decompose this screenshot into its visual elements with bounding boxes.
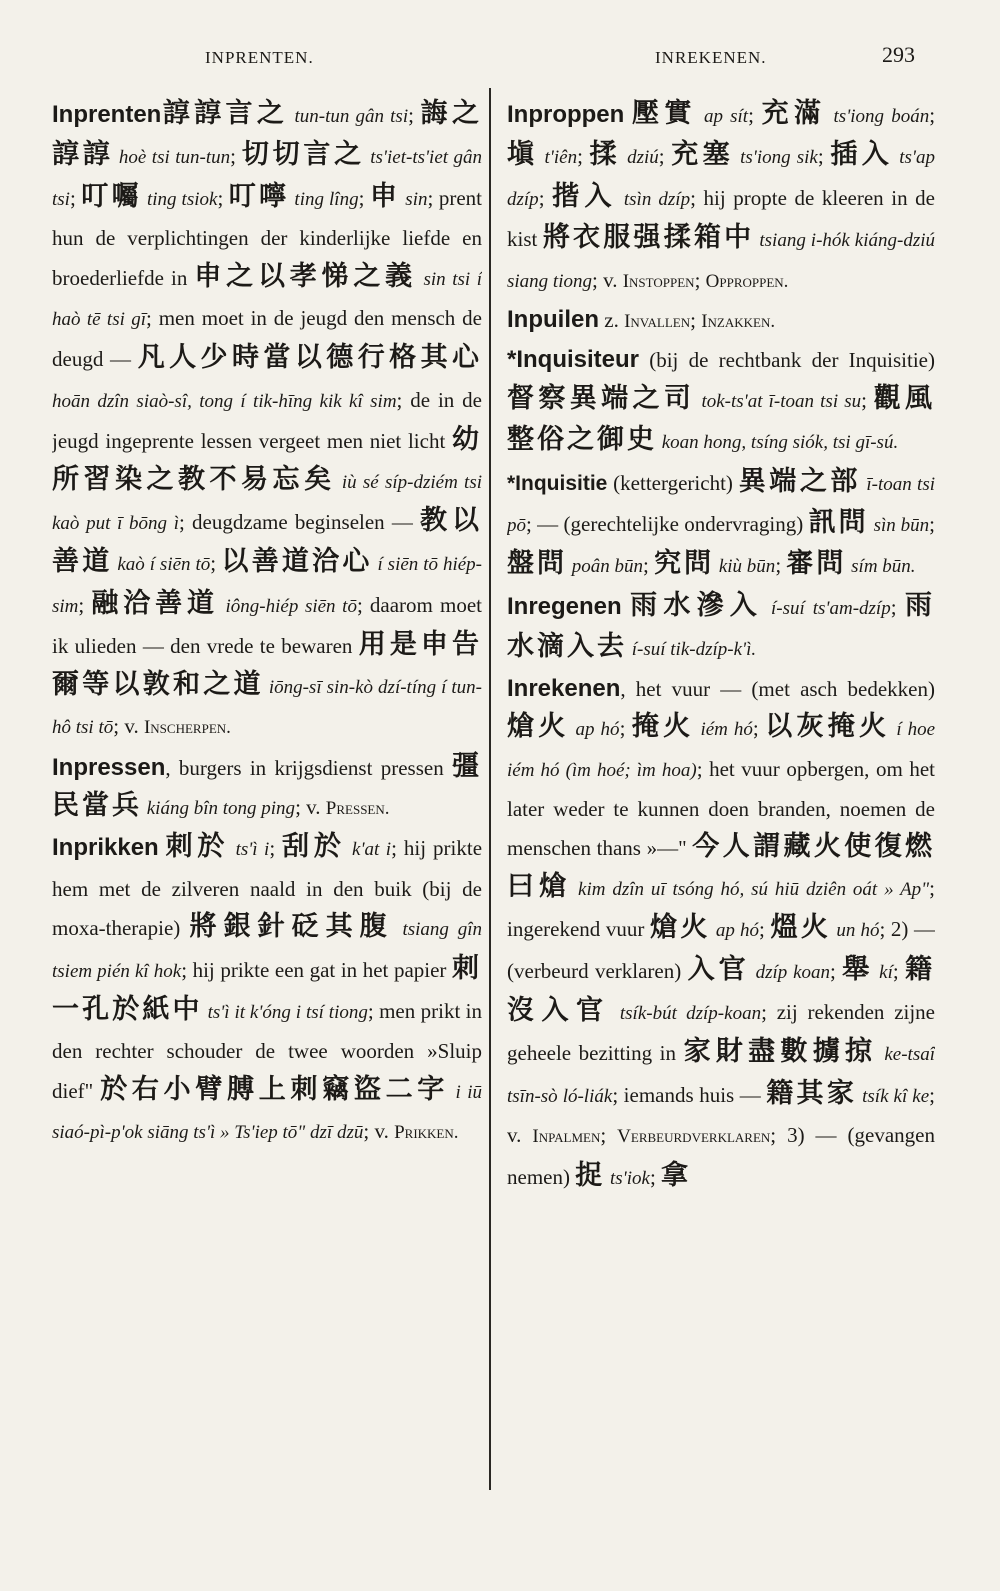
chinese-term: 充滿 <box>761 98 827 129</box>
chinese-term: 以善道洽心 <box>221 546 373 578</box>
entry-headword: *Inquisitie <box>507 471 608 495</box>
definition-text: ; <box>690 308 702 333</box>
definition-text: , burgers in krijgsdienst pressen <box>165 755 452 780</box>
chinese-term: 熅火 <box>770 912 832 944</box>
romanization: un hó <box>831 920 880 942</box>
definition-text <box>622 595 630 619</box>
definition-text: ; <box>78 592 92 617</box>
definition-text: ; men prikt in den rechter schouder de twee woorden »Sluip dief" <box>52 998 482 1103</box>
page-number: 293 <box>882 42 915 67</box>
definition-text: ; v. <box>295 794 326 819</box>
definition-text: z. <box>599 308 625 333</box>
definition-text: ; prent hun de verplichtingen der kinderlijke liefde en broederliefde in <box>52 185 482 290</box>
romanization: tun-tun gân tsi <box>288 106 409 127</box>
cross-reference: Inscherpen. <box>143 717 231 739</box>
definition-text: ; <box>752 716 766 741</box>
dictionary-entry <box>507 301 935 341</box>
definition-text: ; <box>892 958 906 983</box>
romanization: ts'iong sik <box>733 147 818 169</box>
chinese-term: 揩入 <box>552 180 617 212</box>
definition-text: , het vuur — (met asch bedekken) <box>620 676 935 701</box>
dictionary-entry <box>52 828 482 1152</box>
chinese-term: 入官 <box>687 953 750 985</box>
definition-text: ; <box>269 836 283 861</box>
definition-text: ; de in de jeugd ingeprente lessen vergeet men niet licht <box>52 387 482 454</box>
definition-text <box>159 836 166 860</box>
romanization: iém hó <box>694 719 753 741</box>
romanization: í hoe iém hó (ìm hoé; ìm hoa) <box>507 719 935 781</box>
chinese-term: 審問 <box>786 548 847 580</box>
entry-headword: Inprikken <box>52 834 159 862</box>
definition-text: ; v. <box>591 267 623 292</box>
romanization: í siēn tō hiép-sim <box>52 554 482 617</box>
chinese-term: 家財盡數擄掠 <box>683 1036 878 1068</box>
romanization: t'iên <box>538 147 578 169</box>
definition-text: ; <box>577 144 590 169</box>
chinese-term: 用是申告爾等以敦和之道 <box>52 629 482 700</box>
cross-reference: Inzakken. <box>701 311 776 333</box>
romanization: sìn būn <box>868 515 930 537</box>
definition-text: ; <box>643 553 655 578</box>
chinese-term: 塡 <box>507 139 539 171</box>
definition-text: ; v. <box>507 1082 935 1148</box>
definition-text: ; <box>890 594 906 619</box>
definition-text: ; 2) — (verbeurd verklaren) <box>507 917 935 983</box>
romanization: tsík-bút dzíp-koan <box>610 1002 762 1024</box>
romanization: iōng-sī sin-kò dzí-tíng í tun-hô tsi tō <box>52 676 482 739</box>
entry-headword: Inproppen <box>507 101 625 128</box>
chinese-term: 融洽善道 <box>91 587 219 619</box>
romanization: kí <box>873 961 893 983</box>
definition-text <box>624 103 632 127</box>
definition-text: ; <box>694 267 706 292</box>
chinese-term: 訊問 <box>808 507 869 539</box>
chinese-term: 叮囑 <box>81 180 142 212</box>
definition-text: ; <box>217 185 229 210</box>
romanization: ī-toan tsi pō <box>507 473 935 537</box>
chinese-term: 叮嚀 <box>228 180 290 212</box>
romanization: ts'iok <box>605 1167 650 1189</box>
chinese-term: 督察異端之司 <box>507 382 696 414</box>
chinese-term: 今人謂藏火使復燃曰熗 <box>507 831 935 902</box>
chinese-term: 刺於 <box>165 831 230 863</box>
column-divider <box>489 88 491 1490</box>
cross-reference: Pressen. <box>325 797 390 819</box>
romanization: tsík kî ke <box>857 1085 930 1107</box>
definition-text: ; <box>408 103 421 127</box>
definition-text: ; <box>538 185 553 210</box>
chinese-term: 教以善道 <box>52 505 482 578</box>
romanization: í-suí tik-dzíp-k'ì. <box>627 639 757 661</box>
cross-reference: Verbeurdverklaren <box>617 1126 771 1148</box>
chinese-term: 盤問 <box>507 548 567 580</box>
chinese-term: 舉 <box>842 953 874 985</box>
chinese-term: 彊民當兵 <box>52 750 482 821</box>
definition-text: ; <box>759 917 771 942</box>
definition-text: ; v. <box>113 714 144 739</box>
romanization: dzíp koan <box>749 961 831 983</box>
romanization: ting lîng <box>289 188 359 210</box>
cross-reference: Invallen <box>624 311 691 333</box>
definition-text: ; men moet in de jeugd den mensch de deugd — <box>52 306 482 372</box>
chinese-term: 凡人少時當以德行格其心 <box>137 342 482 374</box>
definition-text: ; <box>358 185 370 210</box>
chinese-term: 壓實 <box>631 98 697 129</box>
dictionary-entry <box>507 587 935 670</box>
left-column <box>52 95 482 1495</box>
chinese-term: 熗火 <box>650 912 711 944</box>
romanization: ts'iet-ts'iet gân tsi <box>52 147 482 210</box>
romanization: ap hó <box>710 920 760 942</box>
definition-text: ; hij propte de kleeren in de kist <box>507 185 935 252</box>
cross-reference: Opproppen. <box>705 270 789 292</box>
romanization: sin tsi í haò tē tsi gī <box>52 268 482 331</box>
chinese-term: 誨之諄諄 <box>52 98 482 171</box>
definition-text: ; zij rekenden zijne geheele bezitting in <box>507 999 935 1066</box>
romanization: ap sít <box>696 106 749 127</box>
romanization: tsiang i-hók kiáng-dziú siang tiong <box>507 230 935 292</box>
entry-headword: Inpuilen <box>507 306 599 334</box>
entry-headword: Inregenen <box>507 592 622 620</box>
dictionary-entry <box>52 95 482 748</box>
running-head <box>0 40 1000 80</box>
definition-text: ; <box>775 553 787 578</box>
romanization: tsiang gîn tsiem pién kî hok <box>52 919 482 982</box>
romanization: kim dzîn uī tsóng hó, sú hiū dziên oát » Ap" <box>571 878 930 900</box>
romanization: ts'iong boán <box>826 106 930 127</box>
definition-text: ; <box>748 103 762 127</box>
entry-headword: Inprenten <box>52 101 162 128</box>
romanization: ts'ì i <box>229 839 270 861</box>
definition-text: ; <box>230 144 242 169</box>
romanization: kiáng bîn tong ping <box>142 797 296 819</box>
definition-text: ; ingerekend vuur <box>507 875 935 942</box>
running-head-left: INPRENTEN. <box>205 48 314 67</box>
romanization: koan hong, tsíng siók, tsi gī-sú. <box>657 432 899 454</box>
romanization: kiù būn <box>714 556 776 578</box>
definition-text: ; 3) — (gevangen nemen) <box>507 1123 935 1189</box>
chinese-term: 以灰掩火 <box>765 711 891 743</box>
chinese-term: 申之以孝悌之義 <box>194 260 417 292</box>
romanization: i iū siaó-pì-p'ok siāng ts'ì » Ts'iep tō" dzī dzū <box>52 1081 482 1144</box>
chinese-term: 充塞 <box>671 139 734 171</box>
dictionary-entry <box>507 463 935 587</box>
chinese-term: 刺一孔於紙中 <box>52 952 482 1025</box>
right-column <box>507 95 935 1495</box>
definition-text: ; — (gerechtelijke ondervraging) <box>526 512 809 537</box>
chinese-term: 切切言之 <box>241 139 365 171</box>
definition-text: ; v. <box>363 1119 395 1144</box>
chinese-term: 揉 <box>589 139 621 171</box>
cross-reference: Prikken. <box>394 1122 459 1144</box>
romanization: hoān dzîn siaò-sî, tong í tik-hīng kik kî sim <box>52 390 397 412</box>
definition-text: ; <box>649 1164 662 1189</box>
romanization: ts'ap dzíp <box>507 147 935 210</box>
chinese-term: 將衣服强揉箱中 <box>542 222 755 254</box>
definition-text: ; deugdzame beginselen — <box>179 510 421 535</box>
romanization: ap hó <box>569 719 620 741</box>
romanization: kaò í siēn tō <box>112 554 211 576</box>
cross-reference: Instoppen <box>622 270 695 292</box>
running-head-right: INREKENEN. <box>655 48 767 67</box>
chinese-term: 諄諄言之 <box>161 98 289 129</box>
definition-text: (kettergericht) <box>607 470 739 495</box>
romanization: í-suí ts'am-dzíp <box>763 597 891 619</box>
chinese-term: 插入 <box>830 139 894 171</box>
dictionary-entry <box>507 341 935 462</box>
definition-text: ; <box>830 958 843 983</box>
definition-text: ; <box>929 512 935 537</box>
romanization: tsìn dzíp <box>616 188 691 210</box>
dictionary-entry <box>52 748 482 829</box>
chinese-term: 熗火 <box>507 711 570 743</box>
chinese-term: 異端之部 <box>738 465 862 497</box>
definition-text: ; hij prikte hem met de zilveren naald in den buik (bij de moxa-therapie) <box>52 836 482 941</box>
romanization: poân būn <box>567 556 643 578</box>
romanization: iù sé síp-dziém tsi kaò put ī bōng ì <box>52 471 482 535</box>
romanization: hoè tsi tun-tun <box>113 147 231 169</box>
romanization: iông-hiép siēn tō <box>218 595 357 617</box>
definition-text: ; daarom moet ik ulieden — den vrede te bewaren <box>52 592 482 659</box>
chinese-term: 掩火 <box>631 711 695 743</box>
definition-text: ; iemands huis — <box>612 1082 767 1107</box>
chinese-term: 究問 <box>654 548 715 580</box>
entry-headword: Inrekenen <box>507 674 621 702</box>
romanization: ts'ì it k'óng i tsí tiong <box>202 1001 368 1023</box>
definition-text: ; <box>861 387 874 412</box>
entry-headword: *Inquisiteur <box>507 346 640 374</box>
chinese-term: 籍其家 <box>766 1077 858 1109</box>
romanization: tok-ts'at ī-toan tsi su <box>695 390 862 412</box>
entry-headword: Inpressen <box>52 753 166 781</box>
definition-text: ; <box>210 551 222 576</box>
chinese-term: 刮於 <box>282 831 346 863</box>
definition-text: ; <box>817 144 831 169</box>
chinese-term: 觀風整俗之御史 <box>507 382 935 456</box>
chinese-term: 拿 <box>661 1159 692 1191</box>
romanization: ting tsiok <box>141 188 218 210</box>
definition-text: ; <box>600 1123 618 1148</box>
romanization: ke-tsaî tsīn-sò ló-liák <box>507 1044 935 1107</box>
dictionary-entry <box>507 670 935 1198</box>
romanization: sím būn. <box>846 556 916 578</box>
chinese-term: 捉 <box>575 1159 606 1191</box>
dictionary-entry <box>507 95 935 301</box>
definition-text: ; hij prikte een gat in het papier <box>181 957 452 982</box>
definition-text: ; <box>619 716 632 741</box>
chinese-term: 雨水滴入去 <box>507 589 935 663</box>
chinese-term: 申 <box>369 180 401 212</box>
definition-text: ; het vuur opbergen, om het later weder te kunnen doen branden, noemen de menschen thans »—" <box>507 756 935 861</box>
definition-text: (bij de rechtbank der Inquisitie) <box>639 348 935 373</box>
chinese-term: 籍沒入官 <box>507 953 935 1026</box>
romanization: k'at i <box>345 839 392 861</box>
cross-reference: Inpalmen <box>532 1126 601 1148</box>
chinese-term: 雨水滲入 <box>630 589 764 621</box>
chinese-term: 將銀針砭其腹 <box>189 911 394 943</box>
definition-text: ; <box>929 103 935 127</box>
romanization: sin <box>400 188 428 210</box>
chinese-term: 幼所習染之教不易忘矣 <box>52 424 482 495</box>
definition-text: ; <box>658 144 672 169</box>
definition-text: ; <box>69 185 82 210</box>
romanization: dziú <box>620 147 659 169</box>
chinese-term: 於右小臂膊上刺竊盜二字 <box>100 1073 450 1105</box>
